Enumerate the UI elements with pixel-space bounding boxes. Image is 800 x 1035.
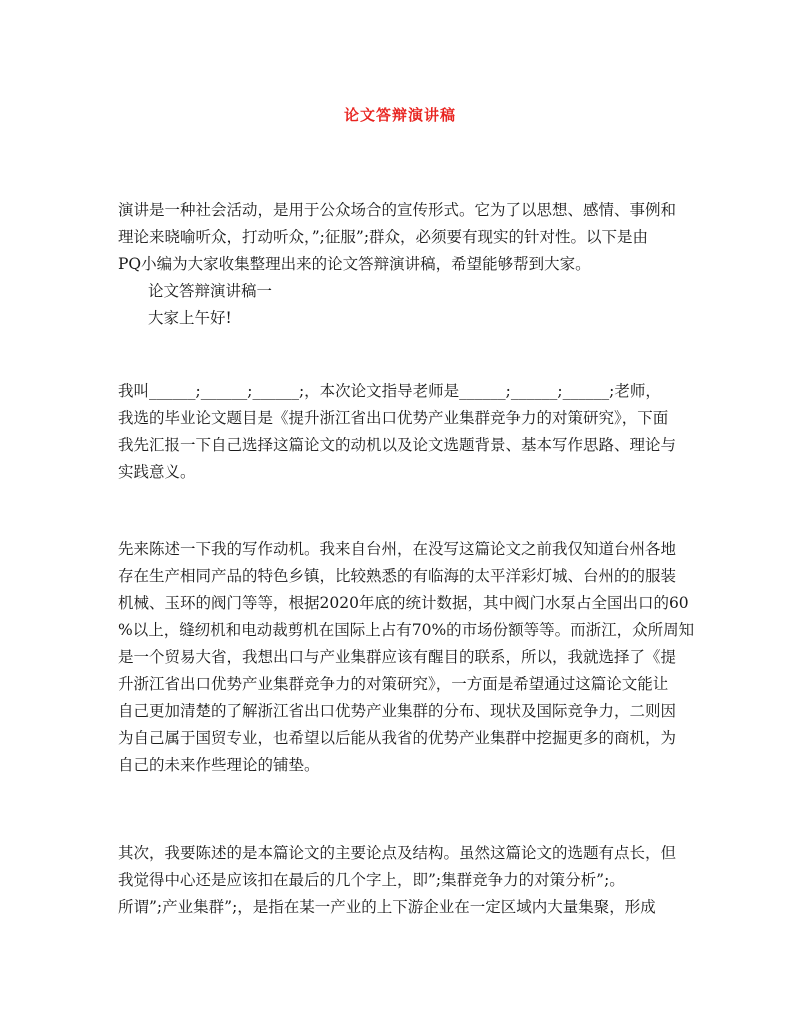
text-line: 我觉得中心还是应该扣在最后的几个字上，即”;集群竞争力的对策分析”;。 <box>118 871 625 889</box>
text-line: 自己的未来作些理论的铺垫。 <box>118 756 320 774</box>
text-line: 其次，我要陈述的是本篇论文的主要论点及结构。虽然这篇论文的选题有点长，但 <box>118 844 677 862</box>
text-line: 实践意义。 <box>118 463 196 481</box>
paragraph-motivation <box>118 536 695 779</box>
text-line: 我叫______;______;______;，本次论文指导老师是______;______;______;老师， <box>118 382 661 400</box>
text-line: 先来陈述一下我的写作动机。我来自台州，在没写这篇论文之前我仅知道台州各地 <box>118 540 677 558</box>
paragraph-main-points <box>118 840 690 921</box>
text-line: 我选的毕业论文题目是《提升浙江省出口优势产业集群竞争力的对策研究》，下面 <box>118 409 669 427</box>
text-line: PQ小编为大家收集整理出来的论文答辩演讲稿，希望能够帮到大家。 <box>118 255 591 273</box>
text-line: 机械、玉环的阀门等等，根据2020年底的统计数据，其中阀门水泵占全国出口的60 <box>118 594 689 612</box>
text-line: 演讲是一种社会活动，是用于公众场合的宣传形式。它为了以思想、感情、事例和 <box>118 201 677 219</box>
text-line: %以上，缝纫机和电动裁剪机在国际上占有70%的市场份额等等。而浙江，众所周知 <box>118 621 695 639</box>
text-line: 存在生产相同产品的特色乡镇，比较熟悉的有临海的太平洋彩灯城、台州的的服装 <box>118 567 677 585</box>
text-line: 升浙江省出口优势产业集群竞争力的对策研究》，一方面是希望通过这篇论文能让 <box>118 675 669 693</box>
subheading: 论文答辩演讲稿一 <box>148 282 273 300</box>
greeting: 大家上午好! <box>148 309 232 327</box>
text-line: 我先汇报一下自己选择这篇论文的动机以及论文选题背景、基本写作思路、理论与 <box>118 436 677 454</box>
text-line: 所谓”;产业集群”;，是指在某一产业的上下游企业在一定区域内大量集聚，形成 <box>118 898 656 916</box>
text-line: 为自己属于国贸专业，也希望以后能从我省的优势产业集群中挖掘更多的商机，为 <box>118 729 677 747</box>
text-line: 是一个贸易大省，我想出口与产业集群应该有醒目的联系，所以，我就选择了《提 <box>118 648 677 666</box>
intro-paragraph <box>118 197 690 332</box>
text-line: 自己更加清楚的了解浙江省出口优势产业集群的分布、现状及国际竞争力，二则因 <box>118 702 677 720</box>
paragraph-introduction <box>118 378 690 486</box>
document-title: 论文答辩演讲稿 <box>343 106 456 124</box>
text-line: 理论来晓喻听众，打动听众，”;征服”;群众，必须要有现实的针对性。以下是由 <box>118 228 649 246</box>
